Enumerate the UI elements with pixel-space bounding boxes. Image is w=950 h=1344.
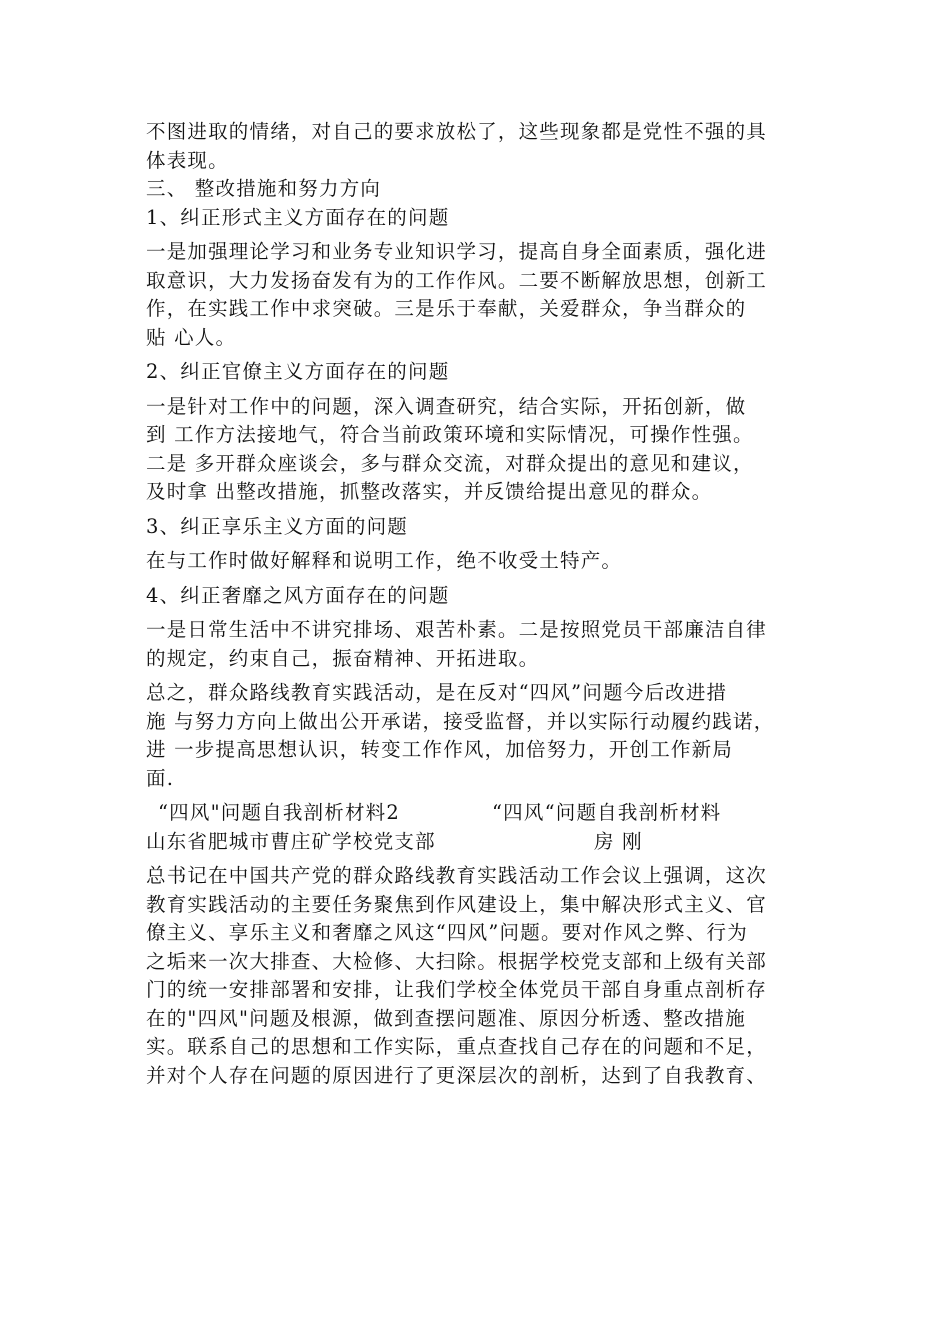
text-line: 到 工作方法接地气，符合当前政策环境和实际情况，可操作性强。 xyxy=(146,423,754,446)
text-line: 总之，群众路线教育实践活动，是在反对“四风”问题今后改进措 xyxy=(146,681,728,704)
subheading: 1、纠正形式主义方面存在的问题 xyxy=(146,205,450,229)
body-line: 在的"四风"问题及根源，做到查摆问题准、原因分析透、整改措施 xyxy=(146,1006,746,1030)
document-title-row xyxy=(146,799,816,828)
text-line: 一是日常生活中不讲究排场、艰苦朴素。二是按照党员干部廉洁自律 xyxy=(146,618,768,641)
body-line: 教育实践活动的主要任务聚焦到作风建设上，集中解决形式主义、官 xyxy=(146,892,768,916)
text-line: 二是 多开群众座谈会，多与群众交流，对群众提出的意见和建议， xyxy=(146,451,754,475)
subheading: 2、纠正官僚主义方面存在的问题 xyxy=(146,360,450,383)
text-line: 及时拿 出整改措施，抓整改落实，并反馈给提出意见的群众。 xyxy=(146,480,713,503)
author-row xyxy=(146,828,816,857)
text-line: 面. xyxy=(146,766,175,790)
text-line: 不图进取的情绪，对自己的要求放松了，这些现象都是党性不强的具 xyxy=(146,120,768,143)
document-title-right: “四风“问题自我剖析材料 xyxy=(492,801,722,824)
organization-name: 山东省肥城市曹庄矿学校党支部 xyxy=(146,829,436,853)
body-line: 门的统一安排部署和安排，让我们学校全体党员干部自身重点剖析存 xyxy=(146,978,768,1001)
section-heading: 三、 整改措施和努力方向 xyxy=(146,177,382,200)
body-line: 僚主义、享乐主义和奢靡之风这“四风”问题。要对作风之弊、行为 xyxy=(146,921,748,944)
text-line: 在与工作时做好解释和说明工作，绝不收受土特产。 xyxy=(146,549,623,572)
author-name: 房 刚 xyxy=(594,829,643,853)
subheading: 3、纠正享乐主义方面的问题 xyxy=(146,514,409,538)
body-line: 实。联系自己的思想和工作实际，重点查找自己存在的问题和不足， xyxy=(146,1035,768,1058)
text-line: 的规定，约束自己，振奋精神、开拓进取。 xyxy=(146,646,540,670)
document-title-left: “四风"问题自我剖析材料2 xyxy=(158,801,400,824)
text-line: 施 与努力方向上做出公开承诺，接受监督，并以实际行动履约践诺， xyxy=(146,709,775,733)
text-line: 体表现。 xyxy=(146,148,229,172)
body-line: 并对个人存在问题的原因进行了更深层次的剖析，达到了自我教育、 xyxy=(146,1063,768,1087)
text-line: 贴 心人。 xyxy=(146,325,237,349)
text-line: 取意识，大力发扬奋发有为的工作作风。二要不断解放思想，创新工 xyxy=(146,268,768,292)
text-line: 进 一步提高思想认识，转变工作作风，加倍努力，开创工作新局 xyxy=(146,738,733,761)
text-line: 作，在实践工作中求突破。三是乐于奉献，关爱群众，争当群众的 xyxy=(146,297,747,320)
body-line: 总书记在中国共产党的群众路线教育实践活动工作会议上强调，这次 xyxy=(146,864,768,887)
document-content xyxy=(146,118,816,1090)
subheading: 4、纠正奢靡之风方面存在的问题 xyxy=(146,583,450,607)
text-line: 一是加强理论学习和业务专业知识学习，提高自身全面素质，强化进 xyxy=(146,240,768,263)
text-line: 一是针对工作中的问题，深入调查研究，结合实际，开拓创新，做 xyxy=(146,394,747,418)
body-line: 之垢来一次大排查、大检修、大扫除。根据学校党支部和上级有关部 xyxy=(146,949,768,973)
